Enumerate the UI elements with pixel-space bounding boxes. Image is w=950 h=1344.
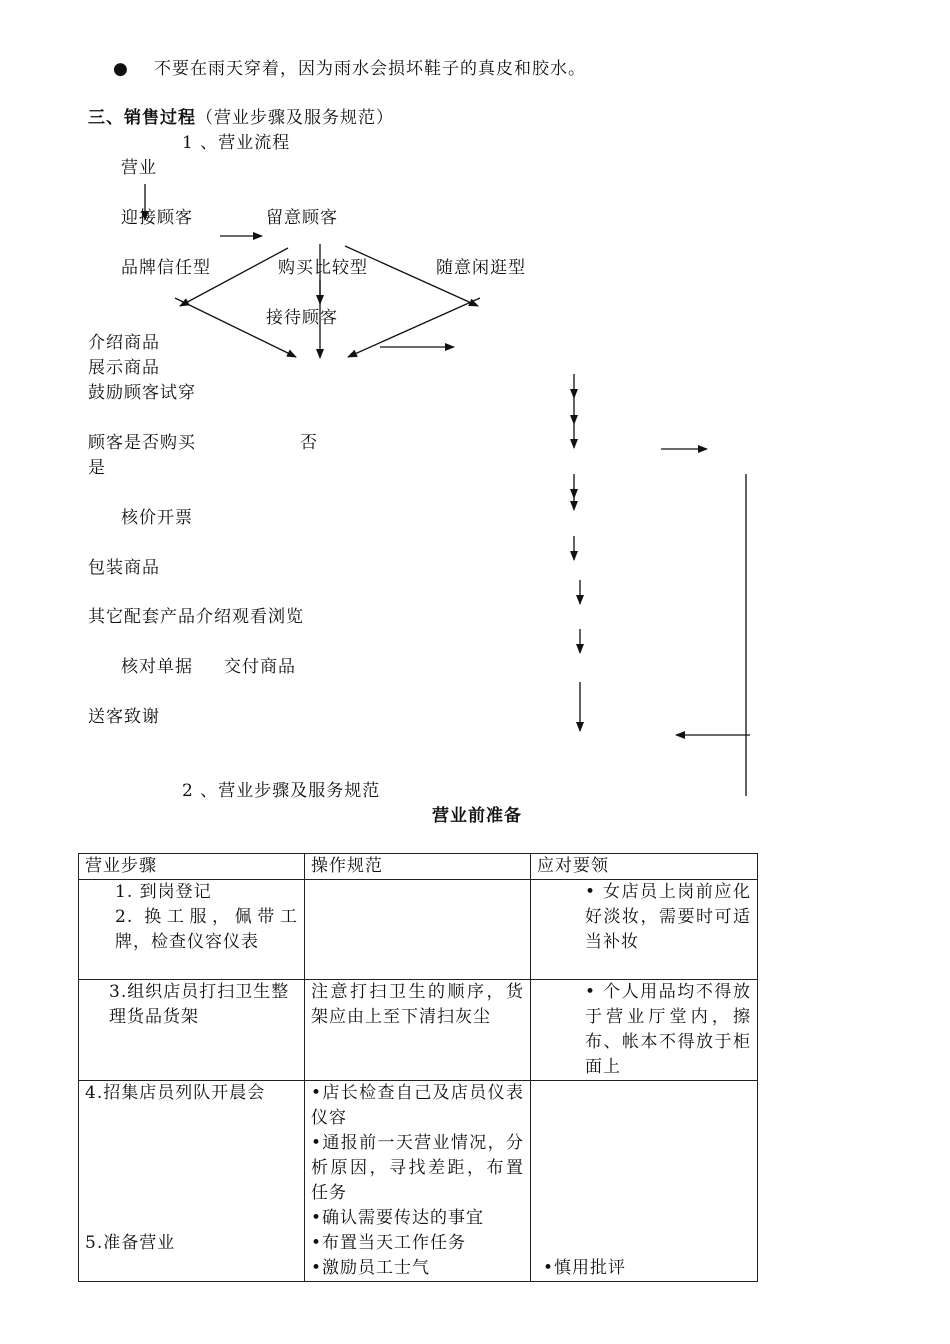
row2-step [79, 980, 305, 1081]
row3-tip [531, 1081, 758, 1282]
arrow-casual-to-jiedai [348, 298, 480, 357]
flow-buy: 顾客是否购买 [88, 433, 196, 453]
section-title-normal: （营业步骤及服务规范） [196, 108, 394, 128]
flow-show: 展示商品 [88, 358, 160, 378]
row1-spec [305, 880, 531, 980]
flow-yes: 是 [88, 458, 106, 478]
header-tip: 应对要领 [531, 854, 758, 880]
bullet-text: 不要在雨天穿着，因为雨水会损坏鞋子的真皮和胶水。 [154, 59, 586, 79]
row3-step-b: 5.准备营业 [85, 1233, 176, 1253]
flow-thanks: 送客致谢 [88, 707, 160, 727]
row3-spec-a: •店长检查自己及店员仪表仪容 [311, 1083, 524, 1128]
row1-step-b: 2. 换工服，佩带工牌，检查仪容仪表 [115, 907, 298, 952]
flow-price: 核价开票 [121, 508, 193, 528]
flow-check: 核对单据 [121, 657, 193, 677]
table-header-row [79, 854, 758, 880]
row3-spec-b: •通报前一天营业情况，分析原因，寻找差距，布置任务 [311, 1133, 524, 1203]
sub-heading-2: 2 、营业步骤及服务规范 [182, 781, 381, 801]
header-spec: 操作规范 [305, 854, 531, 880]
row3-spec-d: •布置当天工作任务 [311, 1233, 467, 1253]
row2-spec: 注意打扫卫生的顺序，货架应由上至下清扫灰尘 [305, 980, 531, 1081]
table-row [79, 1081, 758, 1282]
flow-deliver: 交付商品 [224, 657, 296, 677]
flow-yingjie: 迎接顾客 [121, 208, 193, 228]
flow-liuyi: 留意顾客 [266, 208, 338, 228]
arrow-to-brand [180, 248, 288, 306]
row2-tip [531, 980, 758, 1081]
header-step: 营业步骤 [79, 854, 305, 880]
sub-heading-1: 1 、营业流程 [182, 133, 291, 153]
flow-yingye: 营业 [121, 158, 157, 178]
row1-tip [531, 880, 758, 980]
flow-intro: 介绍商品 [88, 333, 160, 353]
flow-jiedai: 接待顾客 [266, 308, 338, 328]
table-row [79, 980, 758, 1081]
row3-spec-c: •确认需要传达的事宜 [311, 1208, 485, 1228]
table-title: 营业前准备 [432, 806, 522, 826]
row2-step-text: 3.组织店员打扫卫生整理货品货架 [109, 982, 290, 1027]
row1-tip-text: • 女店员上岗前应化好淡妆，需要时可适当补妆 [585, 882, 751, 952]
row3-spec [305, 1081, 531, 1282]
bullet-mark: ● [113, 59, 129, 79]
flow-no: 否 [300, 433, 318, 453]
flow-try: 鼓励顾客试穿 [88, 383, 196, 403]
flow-casual: 随意闲逛型 [436, 258, 526, 278]
table-row [79, 880, 758, 980]
row2-tip-text: • 个人用品均不得放于营业厅堂内，擦布、帐本不得放于柜面上 [585, 982, 751, 1077]
flow-other: 其它配套产品介绍观看浏览 [88, 607, 304, 627]
row1-step [79, 880, 305, 980]
row1-step-a: 1. 到岗登记 [115, 882, 212, 902]
spec-table [78, 853, 758, 1282]
flow-brand: 品牌信任型 [121, 258, 211, 278]
row3-step [79, 1081, 305, 1282]
arrow-brand-to-jiedai [175, 298, 296, 357]
flow-pack: 包装商品 [88, 558, 160, 578]
flow-compare: 购买比较型 [278, 258, 368, 278]
arrow-to-casual [345, 246, 478, 306]
section-title-bold: 三、销售过程 [88, 108, 196, 128]
row3-step-a: 4.招集店员列队开晨会 [85, 1083, 266, 1103]
row3-spec-e: •激励员工士气 [311, 1258, 431, 1278]
row3-tip-text: •慎用批评 [543, 1258, 627, 1278]
